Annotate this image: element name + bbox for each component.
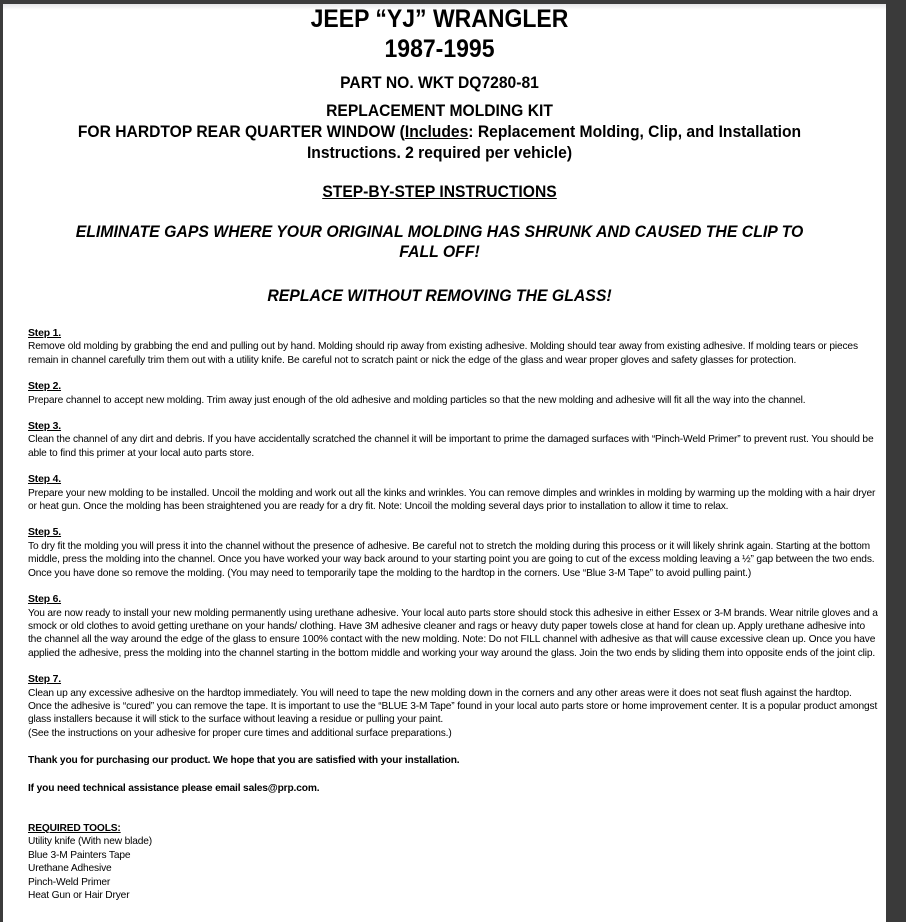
required-tools bbox=[28, 822, 878, 902]
step-label: Step 2. bbox=[28, 381, 62, 393]
step-3 bbox=[28, 420, 878, 460]
tool-item: Blue 3-M Painters Tape bbox=[28, 849, 131, 861]
model-years: 1987-1995 bbox=[384, 35, 495, 63]
kit-description-line2: Instructions. 2 required per vehicle) bbox=[306, 143, 573, 162]
tool-item: Pinch-Weld Primer bbox=[28, 876, 111, 888]
part-number: PART NO. WKT DQ7280-81 bbox=[340, 73, 539, 92]
tagline-replace-without-removing: REPLACE WITHOUT REMOVING THE GLASS! bbox=[267, 286, 612, 305]
kit-title: REPLACEMENT MOLDING KIT bbox=[326, 101, 553, 120]
step-text: You are now ready to install your new molding permanently using urethane adhesive. Your local auto parts store should stock this adhesive in either Essex or 3-M brands. Wear nitrile gloves and a smock or old clothes to avoid getting urethane on your hands/ clothing. Have 3M adhesive cleaner and rags or heavy duty paper towels close at hand for clean up. Apply urethane adhesive into the channel all the way around the edge of the glass to ensure 100% contact with the new molding. Note: Do not FILL channel with adhesive as that will cause excessive clean up. Once you have applied the adhesive, press the molding into the channel starting in the bottom middle and working your way around the glass. Join the two ends by sliding them into opposite ends of the joint clip. bbox=[28, 607, 878, 659]
assistance-note: If you need technical assistance please email sales@prp.com. bbox=[28, 782, 320, 794]
step-label: Step 1. bbox=[28, 328, 62, 339]
step-text: Prepare your new molding to be installed. Uncoil the molding and work out all the kinks and wrinkles. You can remove dimples and wrinkles in molding by warming up the molding with a hair dryer or heat gun. Once the molding has been straightened you are ready for a dry fit. Note: Uncoil the molding several days prior to installation to allow it time to relax. bbox=[28, 487, 876, 513]
step-label: Step 4. bbox=[28, 474, 62, 486]
step-text: Clean the channel of any dirt and debris. If you have accidentally scratched the channel it will be important to prime the damaged surfaces with “Pinch-Weld Primer” to prevent rust. You should be able to find this primer at your local auto parts store. bbox=[28, 434, 874, 459]
tool-item: Heat Gun or Hair Dryer bbox=[28, 890, 130, 901]
tagline-eliminate-gaps-line1: ELIMINATE GAPS WHERE YOUR ORIGINAL MOLDING HAS SHRUNK AND CAUSED THE CLIP TO bbox=[75, 222, 804, 241]
step-label: Step 5. bbox=[28, 527, 62, 539]
step-note: (See the instructions on your adhesive for proper cure times and additional surface preparations.) bbox=[28, 727, 452, 739]
instructions-heading bbox=[38, 181, 841, 202]
tagline-eliminate-gaps-line2: FALL OFF! bbox=[399, 242, 480, 261]
document-page bbox=[3, 4, 886, 922]
step-label: Step 6. bbox=[28, 594, 62, 606]
tool-item: Urethane Adhesive bbox=[28, 863, 112, 875]
document-title: JEEP “YJ” WRANGLER bbox=[310, 5, 569, 33]
thank-you-note: Thank you for purchasing our product. We hope that you are satisfied with your installation. bbox=[28, 755, 460, 767]
step-label: Step 3. bbox=[28, 421, 62, 433]
step-text: To dry fit the molding you will press it into the channel without the presence of adhesive. Be careful not to stretch the molding during this process or it will likely shrink again. Starting at the bottom middle, press the molding into the channel. Once you have worked your way back around to your starting point you are going to cut of the excess molding leaving a ½” gap between the two ends. Once you have done so remove the molding. (You may need to temporarily tape the molding to the hardtop in the corners. Use “Blue 3-M Tape” to avoid pulling paint.) bbox=[28, 540, 875, 579]
tool-item: Utility knife (With new blade) bbox=[28, 836, 153, 848]
kit-desc-includes: Includes bbox=[404, 122, 469, 141]
instructions-heading-text: STEP-BY-STEP INSTRUCTIONS bbox=[322, 182, 557, 201]
viewer-scrollbar-gutter[interactable] bbox=[886, 0, 906, 922]
kit-description-line1 bbox=[38, 121, 841, 142]
step-label: Step 7. bbox=[28, 674, 62, 686]
step-7 bbox=[28, 673, 878, 740]
step-text: Clean up any excessive adhesive on the hardtop immediately. You will need to tape the new molding down in the corners and any other areas were it does not seat flush against the hardtop. Once the adhesive is “cured” you can remove the tape. It is important to use the “BLUE 3-M Tape” found in your local auto parts store or home improvement center. It is a popular product amongst glass installers because it will stick to the surface without leaving a residue or pulling your paint. bbox=[28, 687, 878, 726]
step-2 bbox=[28, 380, 878, 407]
step-6 bbox=[28, 593, 878, 660]
step-1 bbox=[28, 327, 878, 367]
step-text: Prepare channel to accept new molding. Trim away just enough of the old adhesive and molding particles so that the new molding and adhesive will fit all the way into the channel. bbox=[28, 394, 806, 406]
steps-list bbox=[28, 327, 878, 902]
step-5 bbox=[28, 526, 878, 580]
step-text: Remove old molding by grabbing the end and pulling out by hand. Molding should rip away from existing adhesive. Molding should tear away from existing adhesive. If molding tears or pieces remain in channel carefully trim them out with a utility knife. Be careful not to scratch paint or nick the edge of the glass and wear proper gloves and safety glasses for protection. bbox=[28, 341, 858, 366]
kit-desc-prefix: FOR HARDTOP REAR QUARTER WINDOW ( bbox=[77, 122, 405, 141]
tools-heading: REQUIRED TOOLS: bbox=[28, 822, 121, 834]
step-4 bbox=[28, 473, 878, 513]
kit-desc-rest: : Replacement Molding, Clip, and Installation bbox=[468, 122, 802, 141]
